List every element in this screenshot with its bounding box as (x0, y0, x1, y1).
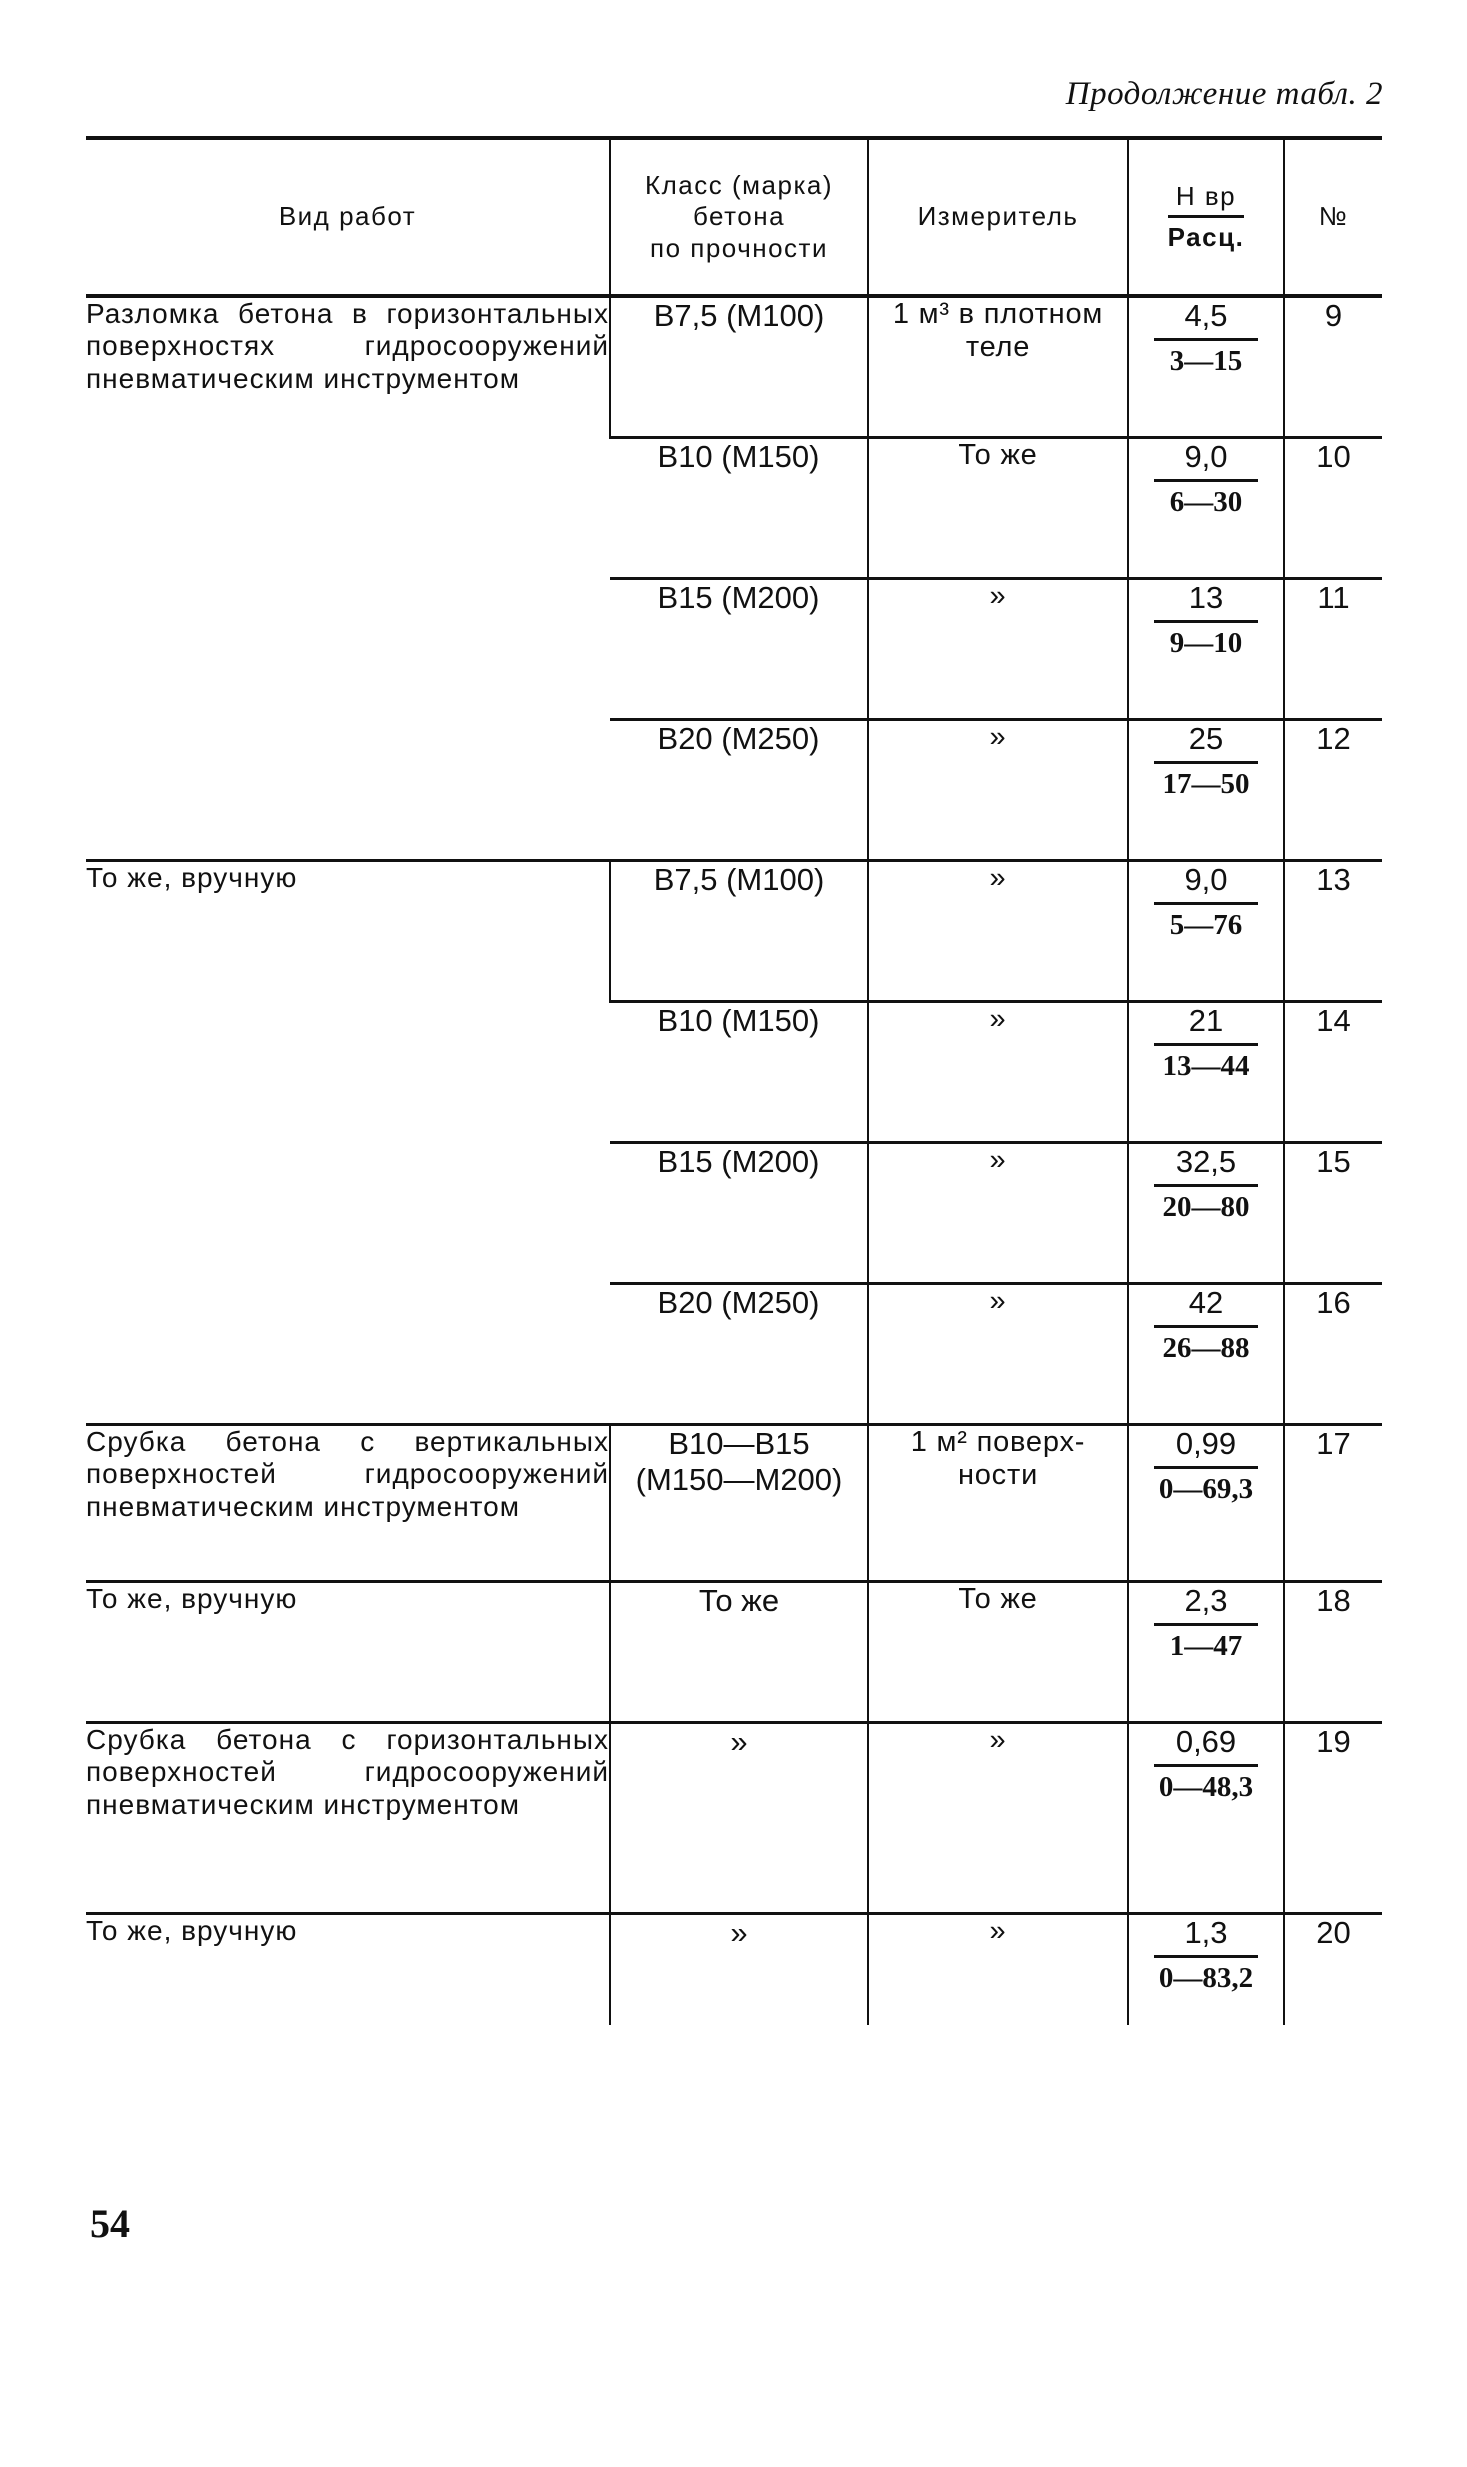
rate: 0—69,3 (1158, 1472, 1254, 1505)
table-header-row (86, 138, 1382, 296)
rate: 26—88 (1162, 1331, 1250, 1364)
concrete-class: » (610, 1723, 868, 1914)
rate: 17—50 (1162, 767, 1250, 800)
time-norm: 1,3 (1154, 1915, 1258, 1958)
unit: » (868, 1284, 1128, 1425)
rate: 9—10 (1169, 626, 1243, 659)
header-class-line2: бетона (692, 201, 786, 232)
norm-cell (1128, 579, 1284, 720)
header-unit: Измеритель (868, 138, 1128, 296)
rate: 13—44 (1162, 1049, 1250, 1082)
row-number: 9 (1284, 296, 1382, 438)
row-number: 11 (1284, 579, 1382, 720)
time-norm: 42 (1154, 1285, 1258, 1328)
row-number: 14 (1284, 1002, 1382, 1143)
work-description: То же, вручную (86, 1914, 610, 2026)
norm-cell (1128, 720, 1284, 861)
unit-line1: 1 м² поверх- (910, 1426, 1086, 1458)
unit: » (868, 1723, 1128, 1914)
time-norm: 4,5 (1154, 298, 1258, 341)
norm-cell (1128, 1914, 1284, 2026)
row-number: 16 (1284, 1284, 1382, 1425)
unit: » (868, 1002, 1128, 1143)
work-description: То же, вручную (86, 861, 610, 1425)
norm-cell (1128, 1582, 1284, 1723)
header-work: Вид работ (86, 138, 610, 296)
time-norm: 0,99 (1154, 1426, 1258, 1469)
time-norm: 0,69 (1154, 1724, 1258, 1767)
time-norm: 2,3 (1154, 1583, 1258, 1626)
unit: » (868, 579, 1128, 720)
table-row (86, 861, 1382, 1002)
norm-cell (1128, 1284, 1284, 1425)
unit: » (868, 861, 1128, 1002)
unit-line2: ности (957, 1459, 1039, 1492)
rate: 3—15 (1169, 344, 1243, 377)
work-description: Срубка бетона с вертикальных поверхностей гидросооружений пневматическим инструментом (86, 1425, 610, 1582)
rate: 1—47 (1169, 1629, 1243, 1662)
row-number: 12 (1284, 720, 1382, 861)
time-norm: 13 (1154, 580, 1258, 623)
work-description: Разломка бетона в горизонтальных поверхностях гидросооружений пневматическим инструментом (86, 296, 610, 861)
rate: 20—80 (1162, 1190, 1250, 1223)
concrete-class (610, 1425, 868, 1582)
header-norm-time: Н вр (1168, 181, 1245, 217)
concrete-class: В10 (М150) (610, 1002, 868, 1143)
concrete-class: В20 (М250) (610, 1284, 868, 1425)
time-norm: 32,5 (1154, 1144, 1258, 1187)
rate: 5—76 (1169, 908, 1243, 941)
unit: 1 м³ в плотном теле (868, 296, 1128, 438)
row-number: 19 (1284, 1723, 1382, 1914)
header-class-line1: Класс (марка) (644, 170, 834, 201)
row-number: 18 (1284, 1582, 1382, 1723)
rate: 0—83,2 (1158, 1961, 1254, 1994)
norm-cell (1128, 1723, 1284, 1914)
work-description: То же, вручную (86, 1582, 610, 1723)
table-row (86, 1582, 1382, 1723)
table-row (86, 1723, 1382, 1914)
table-caption: Продолжение табл. 2 (1065, 76, 1383, 112)
row-number: 17 (1284, 1425, 1382, 1582)
time-norm: 25 (1154, 721, 1258, 764)
concrete-class: В15 (М200) (610, 579, 868, 720)
concrete-class-line1: В10—В15 (668, 1426, 810, 1461)
concrete-class: » (610, 1914, 868, 2026)
row-number: 15 (1284, 1143, 1382, 1284)
table-row (86, 1914, 1382, 2026)
norm-cell (1128, 1143, 1284, 1284)
row-number: 13 (1284, 861, 1382, 1002)
norms-table (86, 136, 1382, 2025)
page-number: 54 (90, 2201, 130, 2246)
norm-cell (1128, 861, 1284, 1002)
concrete-class: В7,5 (М100) (610, 861, 868, 1002)
table-row (86, 1425, 1382, 1582)
work-description: Срубка бетона с горизонтальных поверхностей гидросооружений пневматическим инструментом (86, 1723, 610, 1914)
header-norm (1128, 138, 1284, 296)
time-norm: 21 (1154, 1003, 1258, 1046)
concrete-class: В20 (М250) (610, 720, 868, 861)
header-concrete-class (610, 138, 868, 296)
header-number: № (1284, 138, 1382, 296)
concrete-class-line2: (М150—М200) (635, 1461, 843, 1497)
time-norm: 9,0 (1154, 439, 1258, 482)
unit: » (868, 720, 1128, 861)
norm-cell (1128, 1425, 1284, 1582)
header-norm-fraction (1168, 181, 1245, 252)
norm-cell (1128, 296, 1284, 438)
norm-cell (1128, 438, 1284, 579)
header-class-line3: по прочности (650, 232, 828, 263)
concrete-class: В10 (М150) (610, 438, 868, 579)
unit: » (868, 1143, 1128, 1284)
unit: То же (868, 1582, 1128, 1723)
row-number: 10 (1284, 438, 1382, 579)
norm-cell (1128, 1002, 1284, 1143)
concrete-class: То же (610, 1582, 868, 1723)
unit: То же (868, 438, 1128, 579)
table-row (86, 296, 1382, 438)
header-norm-rate: Расц. (1167, 221, 1245, 252)
concrete-class: В7,5 (М100) (610, 296, 868, 438)
rate: 6—30 (1169, 485, 1243, 518)
rate: 0—48,3 (1158, 1770, 1254, 1803)
unit (868, 1425, 1128, 1582)
row-number: 20 (1284, 1914, 1382, 2026)
concrete-class: В15 (М200) (610, 1143, 868, 1284)
unit: » (868, 1914, 1128, 2026)
time-norm: 9,0 (1154, 862, 1258, 905)
